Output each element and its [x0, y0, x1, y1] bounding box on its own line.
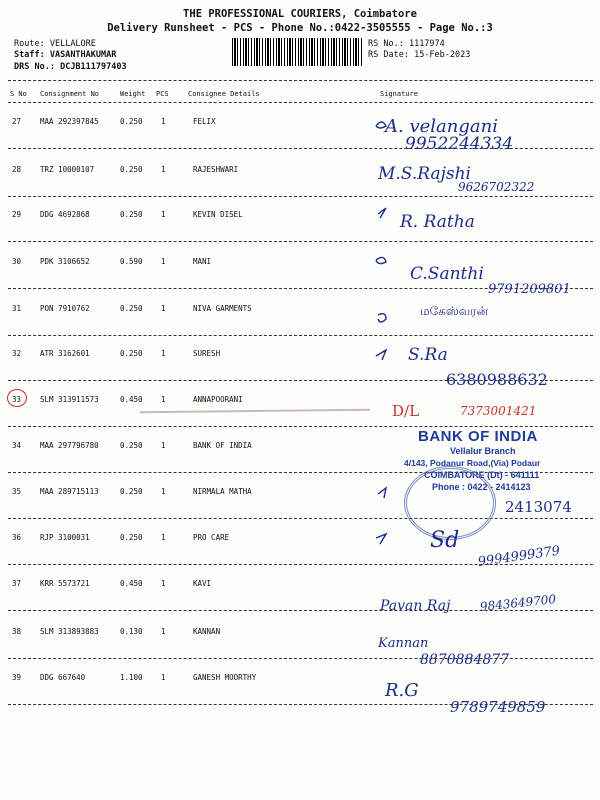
phone-27: 9952244334 [405, 134, 514, 154]
dl-mark: D/L [392, 402, 420, 420]
tick-mark-27 [376, 122, 386, 128]
cell-weight: 0.250 [120, 117, 143, 126]
cell-weight: 0.250 [120, 533, 143, 542]
row-divider [8, 518, 593, 519]
phone-36: 9994999379 [476, 543, 561, 570]
phone-30: 9791209801 [488, 282, 571, 297]
phone-32: 6380988632 [446, 370, 548, 389]
stamp-branch: Vellalur Branch [450, 446, 516, 456]
cell-sno: 34 [12, 441, 22, 450]
stamp-phone: Phone : 0422 - 2414123 [432, 482, 531, 492]
phone-33: 7373001421 [460, 404, 537, 418]
staff-label: Staff: [14, 50, 45, 60]
route-line [14, 39, 96, 49]
cell-consignee: ANNAPOORANI [193, 395, 243, 404]
staff-value: VASANTHAKUMAR [49, 50, 117, 60]
cell-sno: 30 [12, 257, 22, 266]
cell-weight: 0.450 [120, 395, 143, 404]
rs-date-value: 15-Feb-2023 [414, 50, 471, 60]
cell-consignee: KEVIN DISEL [193, 210, 243, 219]
drs-label: DRS No.: [14, 62, 55, 72]
route-label: Route: [14, 39, 45, 49]
cell-pcs: 1 [161, 579, 166, 588]
cell-consignment: ATR 3162601 [40, 349, 90, 358]
cell-consignment: PDK 3106652 [40, 257, 90, 266]
rs-date-line [368, 50, 470, 60]
signature-36: Sd [430, 528, 460, 553]
cell-consignee: KANNAN [193, 627, 221, 636]
cell-consignee: FELIX [193, 117, 216, 126]
cell-sno: 33 [12, 395, 22, 404]
signature-38: Kannan [378, 636, 429, 651]
cell-consignee: RAJESHWARI [193, 165, 239, 174]
cell-consignment: MAA 297796780 [40, 441, 99, 450]
signature-37: Pavan Raj [380, 598, 451, 614]
cell-pcs: 1 [161, 441, 166, 450]
col-weight: Weight [120, 90, 146, 98]
cell-weight: 0.590 [120, 257, 143, 266]
cell-consignee: BANK OF INDIA [193, 441, 252, 450]
signature-28: M.S.Rajshi [378, 164, 471, 184]
cell-pcs: 1 [161, 487, 166, 496]
header-rule-top [8, 80, 593, 81]
cell-pcs: 1 [161, 257, 166, 266]
row-divider [8, 196, 593, 197]
rs-no-label: RS No.: [368, 39, 404, 49]
cell-weight: 0.250 [120, 441, 143, 450]
cell-consignee: KAVI [193, 579, 212, 588]
cell-sno: 29 [12, 210, 22, 219]
signature-31: மகேஸ்வரன் [420, 304, 489, 318]
signature-39: R.G [385, 680, 419, 701]
cell-weight: 0.250 [120, 349, 143, 358]
col-pcs: PCS [156, 90, 169, 98]
cell-consignee: MANI [193, 257, 212, 266]
cell-consignment: DDG 667640 [40, 673, 86, 682]
rs-no-line [368, 39, 445, 49]
cell-weight: 1.100 [120, 673, 143, 682]
tick-mark-36 [376, 534, 386, 544]
cell-pcs: 1 [161, 673, 166, 682]
phone-38: 8870884877 [420, 652, 510, 668]
cell-weight: 0.130 [120, 627, 143, 636]
stamp-city: COIMBATORE (Dt) - 641111 [424, 470, 540, 480]
staff-line [14, 50, 116, 60]
drs-value: DCJB111797403 [60, 62, 127, 72]
cell-pcs: 1 [161, 165, 166, 174]
tick-mark-35 [378, 488, 386, 498]
barcode [232, 38, 364, 66]
cell-consignee: PRO CARE [193, 533, 230, 542]
cell-consignment: KRR 5573721 [40, 579, 90, 588]
cell-pcs: 1 [161, 349, 166, 358]
runsheet-subtitle: Delivery Runsheet - PCS - Phone No.:0422-3505555 - Page No.:3 [107, 22, 493, 34]
signature-27: A. velangani [385, 116, 498, 137]
cell-pcs: 1 [161, 533, 166, 542]
cell-consignment: DDG 4692868 [40, 210, 90, 219]
cell-consignee: NIRMALA MATHA [193, 487, 252, 496]
col-consignment: Consignment No [40, 90, 100, 98]
cell-pcs: 1 [161, 627, 166, 636]
phone-35: 2413074 [505, 498, 572, 516]
tick-mark-30 [376, 257, 386, 263]
cell-consignment: RJP 3100031 [40, 533, 90, 542]
cell-consignment: TRZ 10000107 [40, 165, 95, 174]
col-signature: Signature [380, 90, 418, 98]
cell-sno: 35 [12, 487, 22, 496]
cell-consignee: SURESH [193, 349, 221, 358]
cell-weight: 0.250 [120, 487, 143, 496]
cell-consignment: MAA 292397845 [40, 117, 99, 126]
cell-weight: 0.450 [120, 579, 143, 588]
cell-sno: 28 [12, 165, 22, 174]
cell-sno: 27 [12, 117, 22, 126]
phone-39: 9789749859 [450, 698, 546, 716]
signature-29: R. Ratha [400, 212, 475, 232]
tick-mark-32 [376, 350, 386, 360]
cell-consignment: SLM 313911573 [40, 395, 99, 404]
row-divider [8, 335, 593, 336]
row-divider [8, 241, 593, 242]
signature-30: C.Santhi [410, 264, 484, 284]
stamp-address: 4/143, Podanur Road,(Via) Podaur [404, 458, 541, 468]
col-sno: S No [10, 90, 27, 98]
cell-consignment: PON 7910762 [40, 304, 90, 313]
signature-tick-marks [370, 110, 400, 730]
phone-37: 9843649700 [479, 592, 557, 614]
cell-sno: 32 [12, 349, 22, 358]
cell-consignment: MAA 289715113 [40, 487, 99, 496]
strike-line [140, 409, 370, 413]
header-rule-bottom [8, 102, 593, 103]
cell-consignment: SLM 313893883 [40, 627, 99, 636]
company-title: THE PROFESSIONAL COURIERS, Coimbatore [183, 8, 417, 20]
cell-consignee: GANESH MOORTHY [193, 673, 257, 682]
route-value: VELLALORE [49, 39, 96, 49]
rs-no-value: 1117974 [408, 39, 445, 49]
cell-sno: 38 [12, 627, 22, 636]
stamp-bank-name: BANK OF INDIA [418, 428, 538, 445]
cell-pcs: 1 [161, 395, 166, 404]
cell-weight: 0.250 [120, 165, 143, 174]
circled-row-mark [7, 389, 27, 407]
rs-date-label: RS Date: [368, 50, 409, 60]
drs-line [14, 62, 127, 72]
signature-32: S.Ra [408, 345, 448, 365]
phone-28: 9626702322 [458, 180, 535, 194]
cell-pcs: 1 [161, 304, 166, 313]
tick-mark-29 [378, 208, 386, 218]
cell-sno: 36 [12, 533, 22, 542]
cell-sno: 37 [12, 579, 22, 588]
cell-pcs: 1 [161, 117, 166, 126]
cell-consignee: NIVA GARMENTS [193, 304, 252, 313]
col-consignee: Consignee Details [188, 90, 260, 98]
cell-weight: 0.250 [120, 304, 143, 313]
cell-sno: 31 [12, 304, 22, 313]
cell-weight: 0.250 [120, 210, 143, 219]
cell-pcs: 1 [161, 210, 166, 219]
cell-sno: 39 [12, 673, 22, 682]
tick-mark-31 [378, 314, 386, 322]
